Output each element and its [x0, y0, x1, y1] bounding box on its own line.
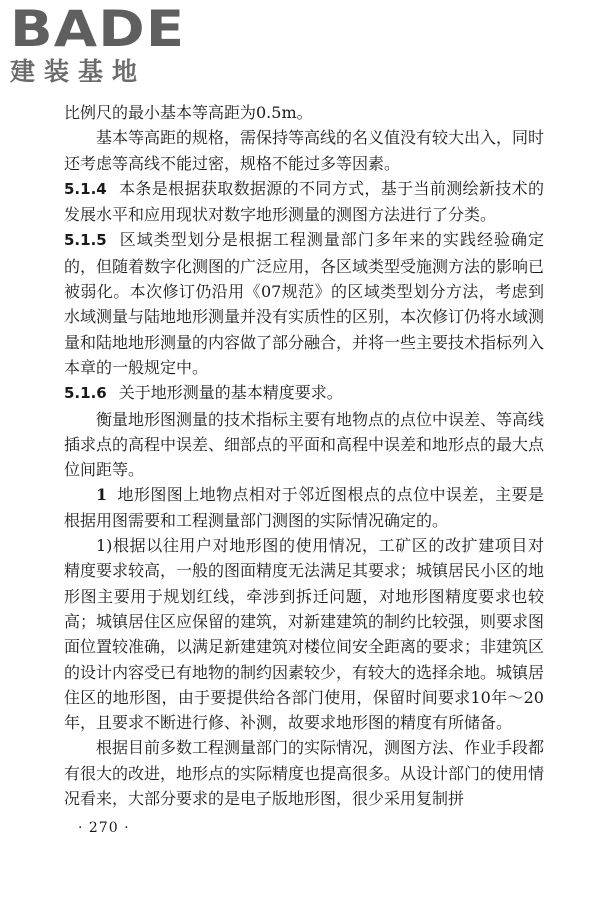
logo-wordmark: BADE [10, 0, 186, 58]
clause-number: 5.1.5 [64, 231, 107, 250]
item-1 [64, 482, 544, 533]
page-number: · 270 · [78, 820, 130, 836]
paragraph: 基本等高距的规格，需保持等高线的名义值没有较大出入，同时还考虑等高线不能过密，规格不能过多等因素。 [64, 128, 545, 173]
clause-5-1-5 [64, 227, 544, 380]
item-number: 1 [96, 485, 108, 505]
clause-text: 本条是根据获取数据源的不同方式，基于当前测绘新技术的发展水平和应用现状对数字地形测量的测图方法进行了分类。 [64, 178, 544, 225]
clause-number: 5.1.4 [64, 179, 107, 198]
paragraph: 根据目前多数工程测量部门的实际情况，测图方法、作业手段都有很大的改进，地形点的实际精度也提高很多。从设计部门的使用情况看来，大部分要求的是电子版地形图，很少采用复制拼 [64, 738, 545, 809]
logo-subtitle: 建装基地 [10, 57, 147, 86]
clause-5-1-6 [64, 380, 544, 406]
item-text: 地形图图上地物点相对于邻近图根点的点位中误差，主要是根据用图需要和工程测量部门测图的实际情况确定的。 [64, 485, 544, 530]
clause-number: 5.1.6 [64, 384, 107, 403]
clause-5-1-4 [64, 176, 544, 228]
brand-logo [10, 0, 186, 86]
clause-text: 区域类型划分是根据工程测量部门多年来的实践经验确定的，但随着数字化测图的广泛应用，各区域类型受施测方法的影响已被弱化。本次修订仍沿用《07规范》的区域类型划分方法，考虑到水域测量与陆地地形测量并没有实质性的区别，本次修订仍将水域测量和陆地地形测量的内容做了部分融合，并将一些主要技术指标列入本章的一般规定中。 [64, 230, 545, 377]
clause-text: 关于地形测量的基本精度要求。 [118, 383, 343, 403]
paragraph: 比例尺的最小基本等高距为0.5m。 [64, 103, 313, 122]
document-body [64, 100, 544, 811]
sub-item-1: 1)根据以往用户对地形图的使用情况，工矿区的改扩建项目对精度要求较高，一般的图面精度无法满足其要求；城镇居民小区的地形图主要用于规划红线，牵涉到拆迁问题，对地形图精度要求也较高；城镇居住区应保留的建筑，对新建建筑的制约比较强，则要求图面位置较准确，以满足新建建筑对楼位间安全距离的要求；非建筑区的设计内容受已有地物的制约因素较少，有较大的选择余地。城镇居住区的地形图，由于要提供给各部门使用，保留时间要求10年～20年，且要求不断进行修、补测，故要求地形图的精度有所储备。 [64, 536, 545, 733]
paragraph: 衡量地形图测量的技术指标主要有地物点的点位中误差、等高线插求点的高程中误差、细部点的平面和高程中误差和地形点的最大点位间距等。 [64, 409, 545, 480]
